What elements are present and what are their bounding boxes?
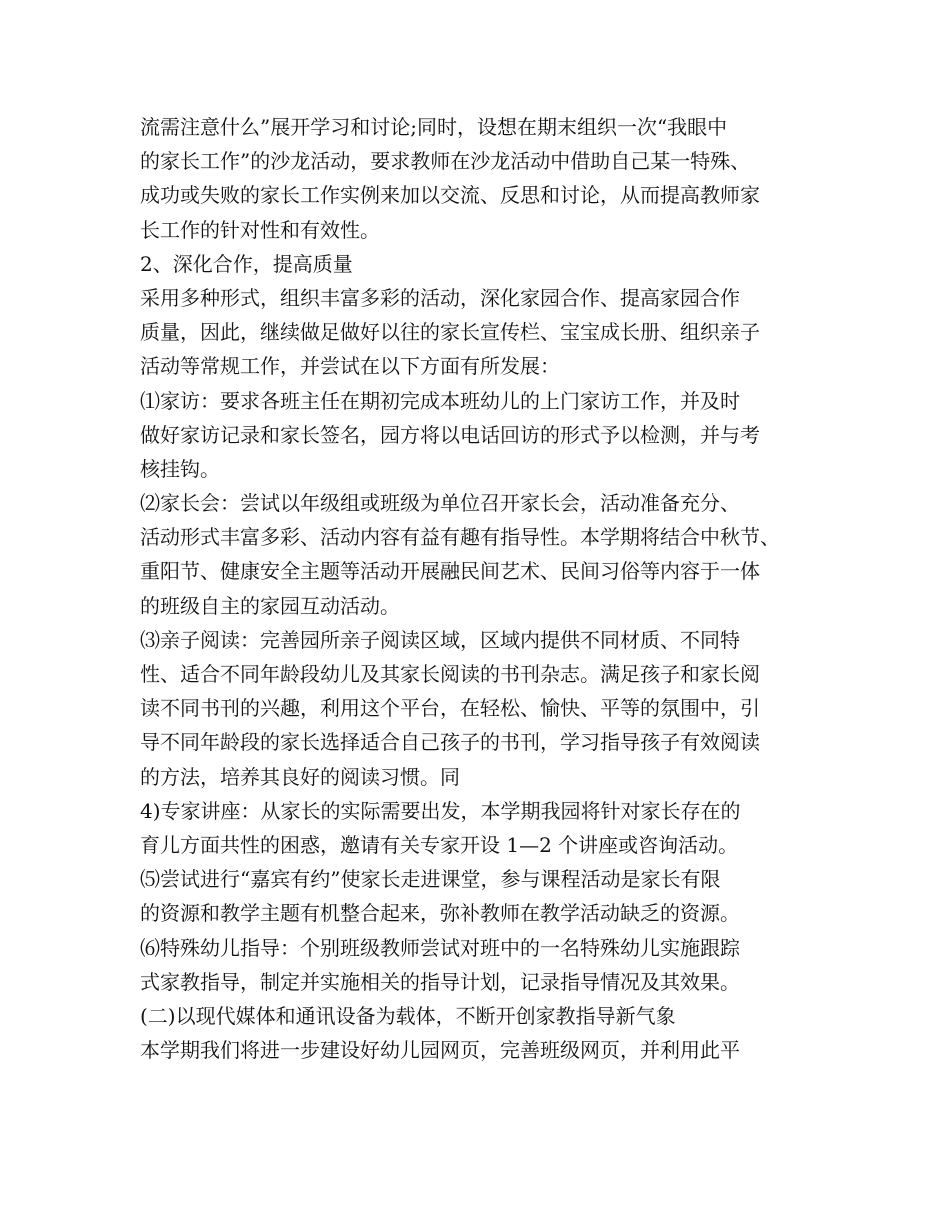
text-line: 成功或失败的家长工作实例来加以交流、反思和讨论，从而提高教师家 bbox=[140, 183, 760, 208]
document-body bbox=[140, 110, 840, 1067]
text-line: 的班级自主的家园互动活动。 bbox=[140, 593, 400, 618]
text-line: 质量，因此，继续做足做好以往的家长宣传栏、宝宝成长册、组织亲子 bbox=[140, 320, 760, 345]
section-heading: 2、深化合作，提高质量 bbox=[140, 251, 353, 276]
text-line: 活动形式丰富多彩、活动内容有益有趣有指导性。本学期将结合中秋节、 bbox=[140, 525, 780, 550]
text-line: ⑴家访：要求各班主任在期初完成本班幼儿的上门家访工作，并及时 bbox=[140, 388, 740, 413]
text-line: 长工作的针对性和有效性。 bbox=[140, 217, 380, 242]
text-line: ⑵家长会：尝试以年级组或班级为单位召开家长会，活动准备充分、 bbox=[140, 491, 740, 516]
text-line: 性、适合不同年龄段幼儿及其家长阅读的书刊杂志。满足孩子和家长阅 bbox=[140, 662, 760, 686]
text-line: 本学期我们将进一步建设好幼儿园网页，完善班级网页，并利用此平 bbox=[140, 1038, 740, 1063]
text-line: 育儿方面共性的困惑，邀请有关专家开设 1—2 个讲座或咨询活动。 bbox=[140, 832, 739, 857]
text-line: 的资源和教学主题有机整合起来，弥补教师在教学活动缺乏的资源。 bbox=[140, 901, 740, 926]
text-line: 核挂钩。 bbox=[140, 456, 220, 481]
text-line: ⑶亲子阅读：完善园所亲子阅读区域，区域内提供不同材质、不同特 bbox=[140, 627, 740, 652]
text-line: 重阳节、健康安全主题等活动开展融民间艺术、民间习俗等内容于一体 bbox=[140, 559, 760, 584]
text-line: ⑹特殊幼儿指导：个别班级教师尝试对班中的一名特殊幼儿实施跟踪 bbox=[140, 935, 740, 960]
text-line: 读不同书刊的兴趣，利用这个平台，在轻松、愉快、平等的氛围中，引 bbox=[140, 696, 760, 721]
text-line: 的家长工作”的沙龙活动，要求教师在沙龙活动中借助自己某一特殊、 bbox=[140, 149, 751, 174]
text-line: 式家教指导，制定并实施相关的指导计划，记录指导情况及其效果。 bbox=[140, 969, 740, 994]
text-line: 的方法，培养其良好的阅读习惯。同 bbox=[140, 764, 460, 789]
text-line: 导不同年龄段的家长选择适合自己孩子的书刊，学习指导孩子有效阅读 bbox=[140, 730, 760, 755]
text-line: 4)专家讲座：从家长的实际需要出发，本学期我园将针对家长存在的 bbox=[140, 798, 741, 823]
section-heading: (二)以现代媒体和通讯设备为载体，不断开创家教指导新气象 bbox=[140, 1003, 676, 1028]
text-line: 流需注意什么”展开学习和讨论;同时，设想在期末组织一次“我眼中 bbox=[140, 115, 728, 139]
text-line: 活动等常规工作，并尝试在以下方面有所发展： bbox=[140, 354, 560, 379]
text-line: ⑸尝试进行“嘉宾有约”使家长走进课堂，参与课程活动是家长有限 bbox=[140, 867, 721, 892]
text-line: 做好家访记录和家长签名，园方将以电话回访的形式予以检测，并与考 bbox=[140, 422, 760, 447]
text-line: 采用多种形式，组织丰富多彩的活动，深化家园合作、提高家园合作 bbox=[140, 285, 740, 310]
